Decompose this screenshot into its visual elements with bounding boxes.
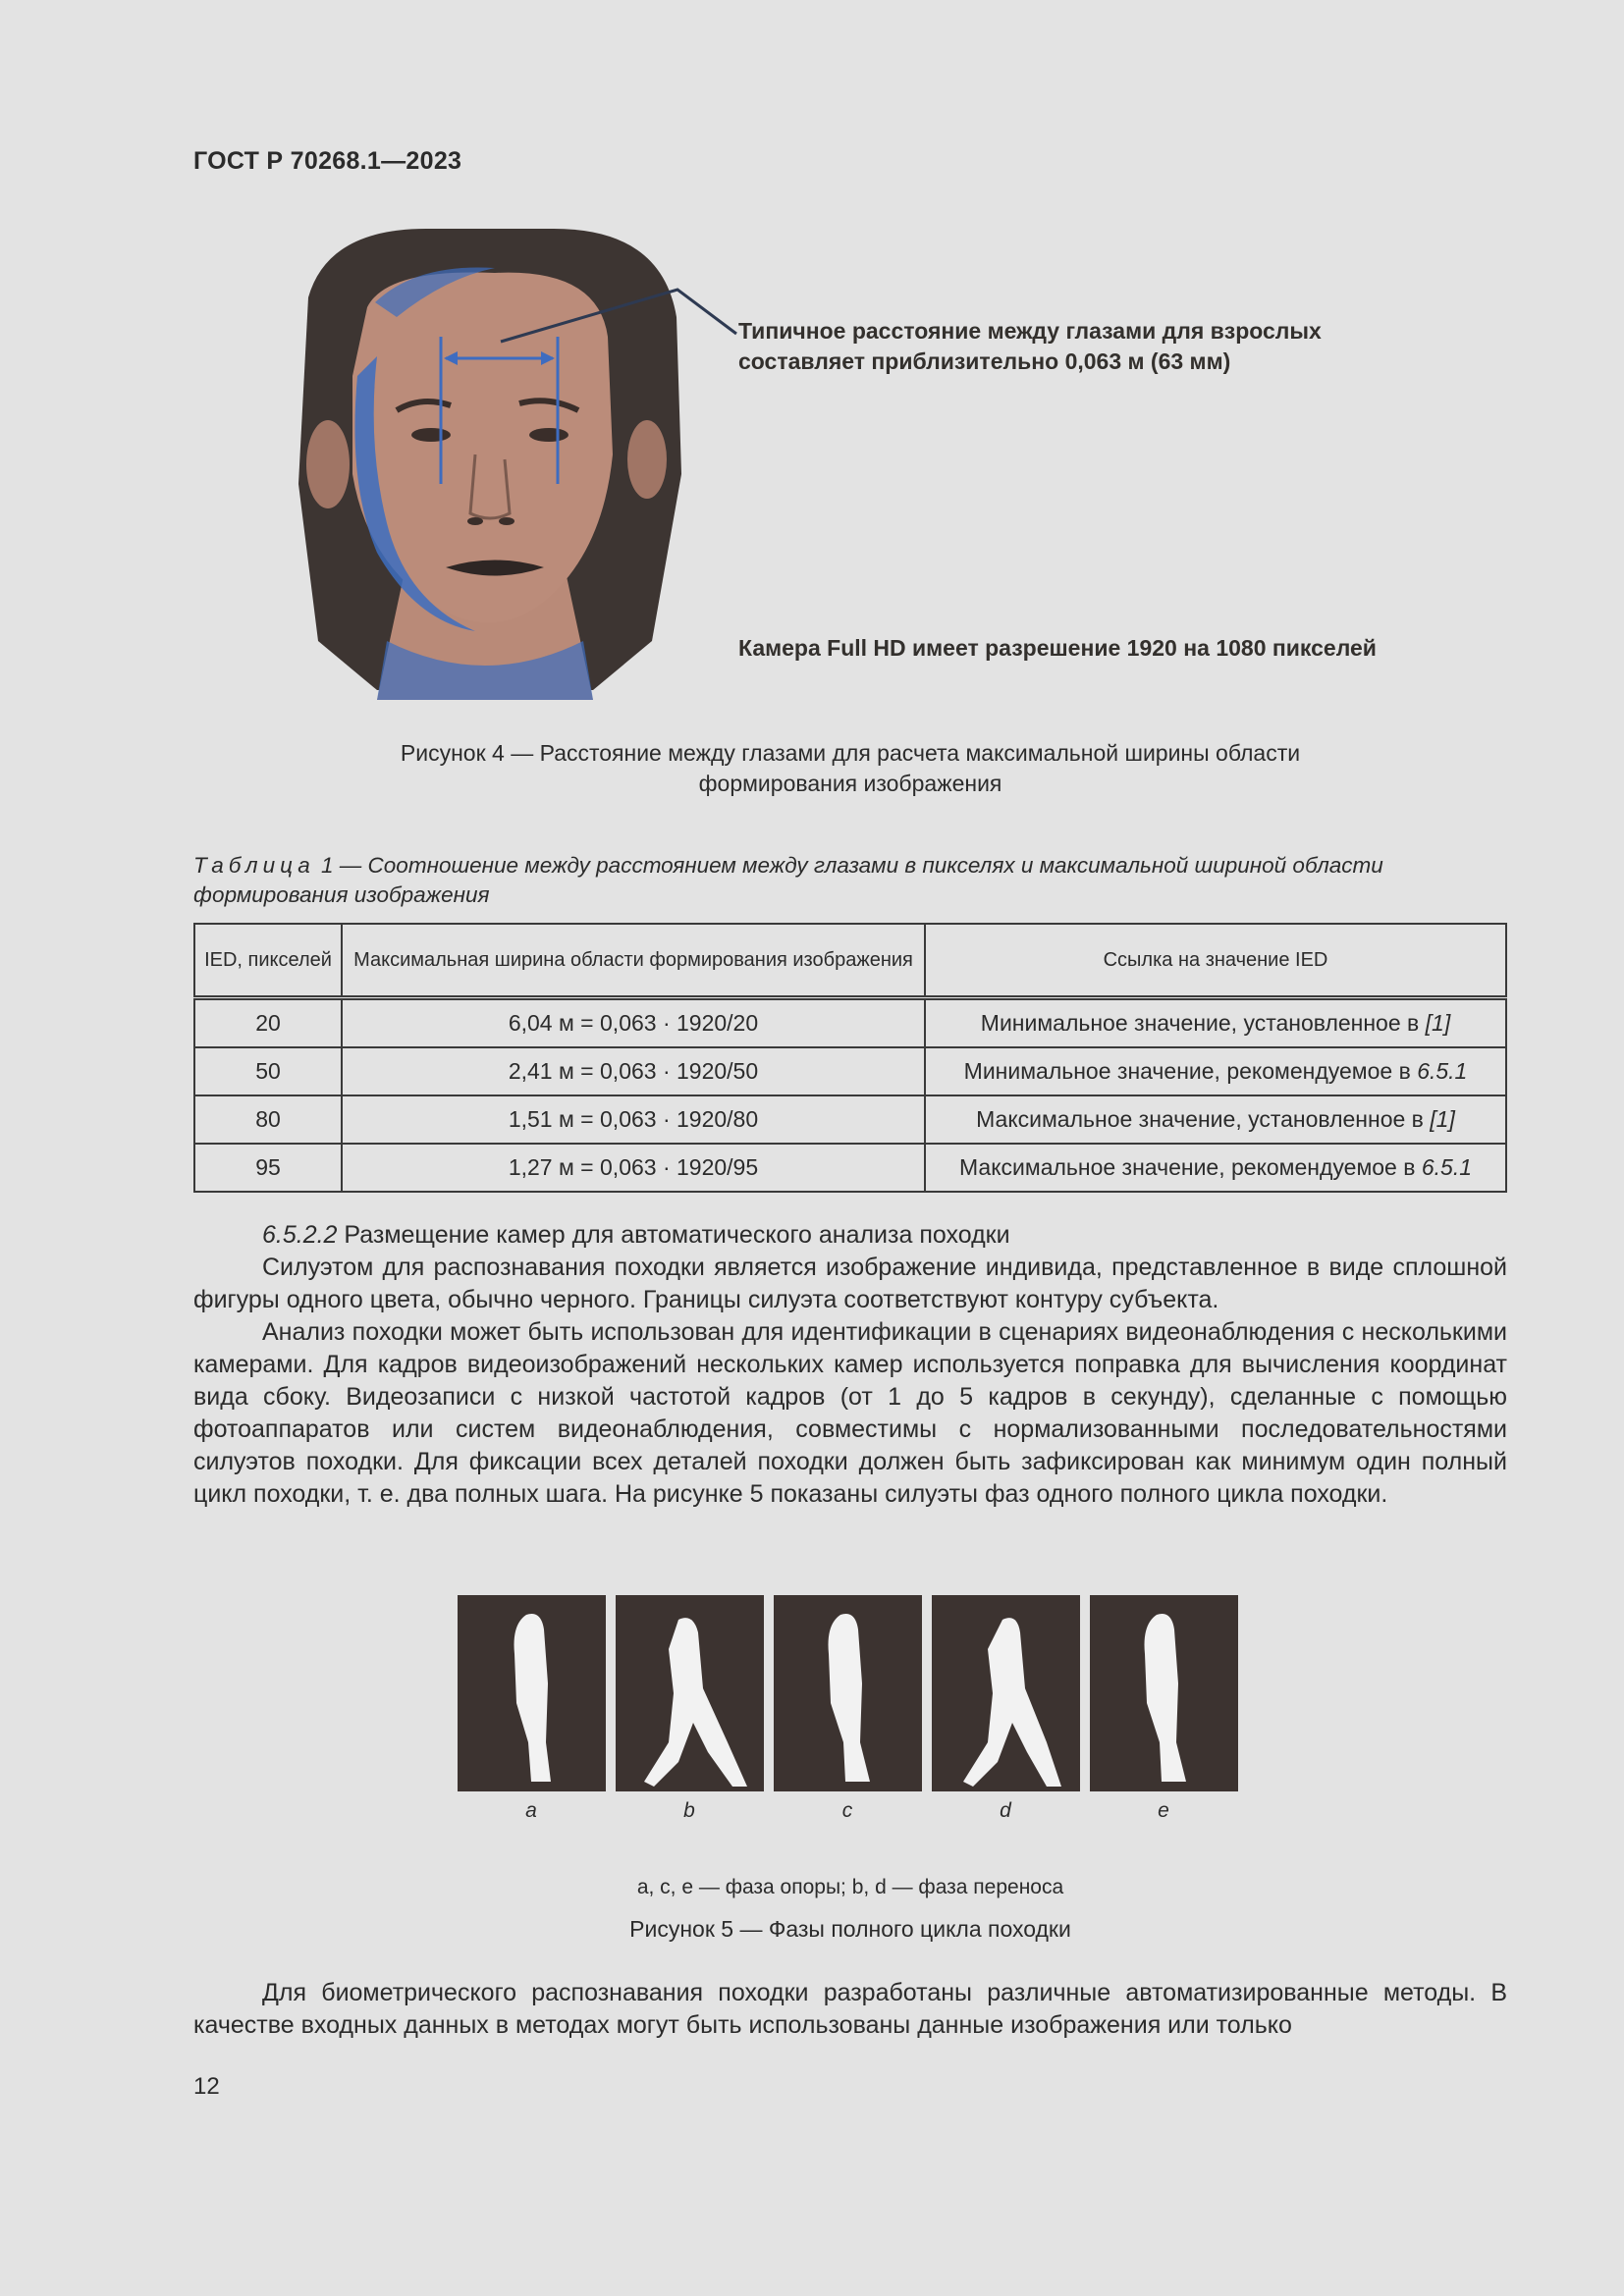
- eye-distance-annotation: Типичное расстояние между глазами для взрослых составляет приблизительно 0,063 м (63 мм): [738, 318, 1322, 374]
- panel-label-c: c: [841, 1799, 853, 1822]
- figure4-caption: [193, 738, 1507, 799]
- paragraph: [193, 1252, 1507, 1316]
- annotation-leader-line: [491, 285, 746, 344]
- header-ied: IED, пикселей: [194, 924, 342, 998]
- paragraph: [193, 1977, 1507, 2042]
- table1-label: Таблица: [193, 853, 315, 878]
- header-reference: Ссылка на значение IED: [925, 924, 1506, 998]
- cell-width: 1,51 м = 0,063 · 1920/80: [342, 1095, 925, 1144]
- cell-width: 6,04 м = 0,063 · 1920/20: [342, 998, 925, 1048]
- paragraph-text: Для биометрического распознавания походки разработаны различные автоматизированные методы. В качестве входных данных в методах могут быть использованы данные изображения или только: [193, 1979, 1507, 2039]
- ref-link: 6.5.1: [1421, 1154, 1472, 1180]
- section-number: 6.5.2.2: [262, 1221, 338, 1249]
- table1-title: [193, 851, 1509, 910]
- panel-label-b: b: [683, 1799, 695, 1822]
- gait-silhouettes-figure: [458, 1595, 1238, 1791]
- header-max-width: Максимальная ширина области формирования изображения: [342, 924, 925, 998]
- ref-link: [1]: [1430, 1106, 1455, 1132]
- paragraph-text: Силуэтом для распознавания походки является изображение индивида, представленное в виде сплошной фигуры одного цвета, обычно черного. Границы силуэта соответствуют контуру субъекта.: [193, 1254, 1507, 1313]
- cell-ied: 50: [194, 1047, 342, 1095]
- ref-link: 6.5.1: [1417, 1058, 1468, 1084]
- silhouette-panel-c: [774, 1595, 922, 1791]
- table-row: [194, 998, 1506, 1048]
- ref-link: [1]: [1425, 1010, 1451, 1036]
- page-number: 12: [193, 2073, 220, 2100]
- cell-reference: [925, 1144, 1506, 1192]
- cell-width: 2,41 м = 0,063 · 1920/50: [342, 1047, 925, 1095]
- paragraph-text: Анализ походки может быть использован для идентификации в сценариях видеонаблюдения с несколькими камерами. Для кадров видеоизображений нескольких камер используется поправка для вычисления координат вида сбоку. Видеозаписи с низкой частотой кадров (от 1 до 5 кадров в секунду), сделанные с помощью фотоаппаратов или систем видеонаблюдения, совместимы с нормализованными последовательностями силуэтов походки. Для фиксации всех деталей походки должен быть зафиксирован как минимум один полный цикл походки, т. е. два полных шага. На рисунке 5 показаны силуэты фаз одного полного цикла походки.: [193, 1318, 1507, 1508]
- cell-reference: [925, 998, 1506, 1048]
- silhouette-panel-a: [458, 1595, 606, 1791]
- ref-text: Минимальное значение, рекомендуемое в: [963, 1058, 1418, 1084]
- table1-title-text: 1 — Соотношение между расстоянием между глазами в пикселях и максимальной шириной области формирования изображения: [193, 853, 1383, 907]
- ref-text: Максимальное значение, рекомендуемое в: [959, 1154, 1422, 1180]
- cell-reference: [925, 1095, 1506, 1144]
- camera-resolution-annotation: Камера Full HD имеет разрешение 1920 на 1080 пикселей: [738, 635, 1377, 661]
- table-header-row: [194, 924, 1506, 998]
- figure4-caption-line2: формирования изображения: [698, 771, 1002, 796]
- ref-text: Максимальное значение, установленное в: [976, 1106, 1431, 1132]
- table-row: [194, 1144, 1506, 1192]
- panel-label-d: d: [1000, 1799, 1011, 1822]
- section-title: Размещение камер для автоматического анализа походки: [337, 1221, 1010, 1249]
- cell-ied: 80: [194, 1095, 342, 1144]
- figure5-caption: Рисунок 5 — Фазы полного цикла походки: [629, 1916, 1071, 1942]
- section-heading: [193, 1219, 1507, 1252]
- ref-text: Минимальное значение, установленное в: [980, 1010, 1426, 1036]
- cell-ied: 20: [194, 998, 342, 1048]
- silhouette-panel-b: [616, 1595, 764, 1791]
- ied-table: [193, 923, 1507, 1193]
- silhouette-panel-d: [932, 1595, 1080, 1791]
- cell-ied: 95: [194, 1144, 342, 1192]
- panel-label-e: e: [1158, 1799, 1169, 1822]
- figure5-note: а, c, e — фаза опоры; b, d — фаза переноса: [636, 1876, 1064, 1898]
- panel-label-a: а: [525, 1799, 537, 1822]
- table-row: [194, 1047, 1506, 1095]
- figure5-panel-labels: [458, 1799, 1238, 1829]
- silhouette-panel-e: [1090, 1595, 1238, 1791]
- table-row: [194, 1095, 1506, 1144]
- figure4-caption-line1: Рисунок 4 — Расстояние между глазами для расчета максимальной ширины области: [400, 740, 1301, 766]
- cell-reference: [925, 1047, 1506, 1095]
- cell-width: 1,27 м = 0,063 · 1920/95: [342, 1144, 925, 1192]
- document-id-header: ГОСТ Р 70268.1—2023: [193, 147, 462, 175]
- paragraph: [193, 1316, 1507, 1511]
